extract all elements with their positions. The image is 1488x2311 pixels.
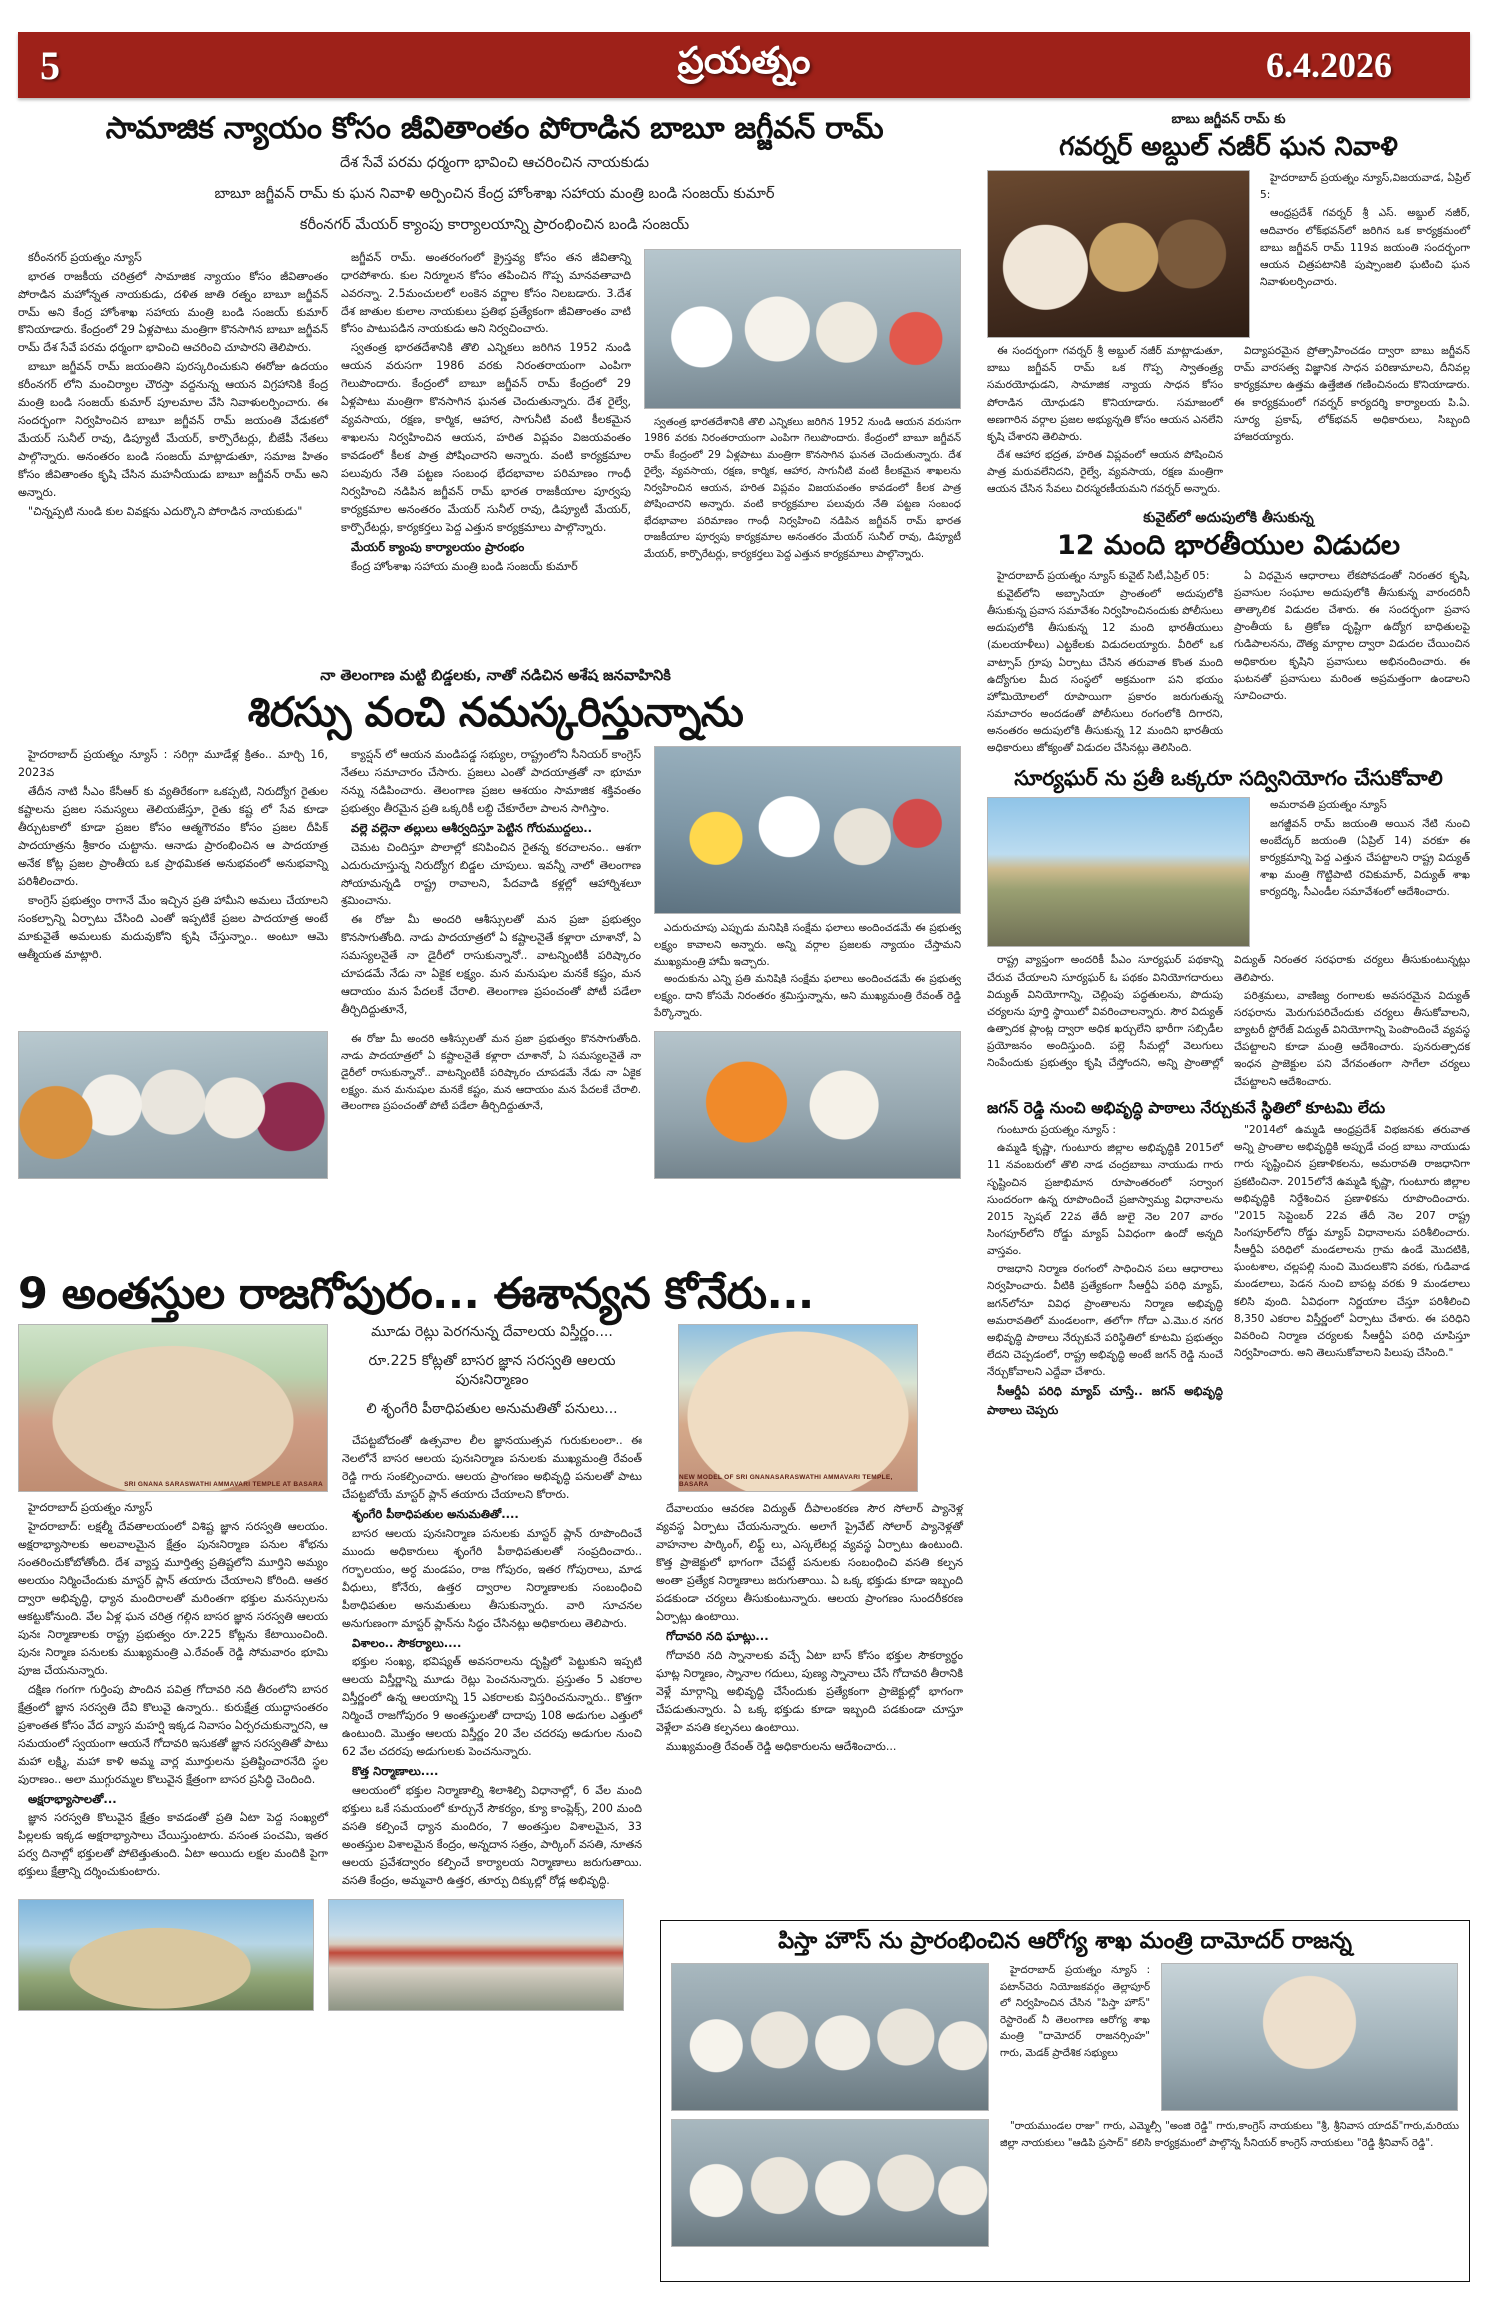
main-subhead-1: దేశ సేవే పరమ ధర్మంగా భావించి ఆచరించిన నాయకుడు	[339, 154, 650, 171]
photo-pista-ribbon	[1161, 1963, 1458, 2111]
sirassu-dateline: హైదరాబాద్ ప్రయత్నం న్యూస్ : సరిగ్గా మూడేళ్ల క్రితం.. మార్చి 16, 2023వ	[18, 747, 328, 779]
governor-para-3: దేశ ఆహార భద్రత, హరిత విప్లవంలో ఆయన పోషించిన పాత్ర మరువలేనిదని, రైల్వే, వ్యవసాయ, రక్షణ మంత్రిగా ఆయన చేసిన సేవలు చిరస్మరణీయమని గవర్నర్ అన్నారు.	[987, 449, 1223, 496]
main-story-column-2	[341, 249, 631, 577]
newspaper-page	[0, 32, 1488, 2311]
main-para-1: భారత రాజకీయ చరిత్రలో సామాజిక న్యాయం కోసం జీవితాంతం పోరాడిన మహోన్నత నాయకుడు, దళిత జాతి రత్నం బాబూ జగ్జీవన్ రామ్ అని కేంద్ర హోంశాఖ సహాయ మంత్రి బండి సంజయ్ కుమార్ కొనియాడారు. కేంద్రంలో 29 ఏళ్లపాటు మంత్రిగా కొనసాగిన బాబూ జగ్జీవన్ రామ్ దేశ సేవే పరమ ధర్మంగా భావించి ఆచరించి చూపారని తెలిపారు.	[18, 269, 328, 355]
masthead-banner	[18, 32, 1470, 98]
surya-dateline: అమరావతి ప్రయత్నం న్యూస్	[1270, 799, 1387, 812]
surya-para-2: రాష్ట్ర వ్యాప్తంగా అందరికీ పీఎం సూర్యఘర్ పథకాన్ని చేరువ చేయాలని సూర్యఘర్ ఓ పథకం వినియోగదారులు విద్యుత్ వినియోగాన్ని, చెల్లింపు పద్ధతులను, పొదుపు చర్యలను పూర్తి స్థాయిలో వివరించాలన్నారు. సౌర విద్యుత్ ఉత్పాదక ప్లాంట్ల ద్వారా అధిక ఖర్చులేని భారీగా సబ్సిడీల ప్రయోజనం అందిస్తుంది. పల్లె సీమల్లో వెలుగులు నింపేందుకు ప్రభుత్వం కృషి చేస్తోందని, అన్ని ప్రాంతాల్లో విద్యుత్ నిరంతర సరఫరాకు చర్యలు తీసుకుంటున్నట్లు తెలిపారు.	[987, 954, 1470, 1070]
temple-subhead-2: రూ.225 కోట్లతో బాసర జ్ఞాన సరస్వతి ఆలయ పునఃనిర్మాణం	[368, 1353, 616, 1389]
governor-col-b	[987, 343, 1223, 499]
governor-col-a	[1260, 170, 1470, 338]
temple-headline: 9 అంతస్తుల రాజగోపురం... ఈశాన్యన కోనేరు...	[18, 1269, 814, 1319]
sirassu-col-4	[341, 1031, 641, 1179]
governor-col-c	[1234, 343, 1470, 499]
jagan-headline: జగన్ రెడ్డి నుంచి అభివృద్ధి పాఠాలు నేర్చుకునే స్థితిలో కూటమి లేదు	[987, 1098, 1386, 1117]
jagan-para-3: "2014లో ఉమ్మడి ఆంధ్రప్రదేశ్ విభజనకు తరువాత అన్ని ప్రాంతాల అభివృద్ధికి అప్పుడే చంద్ర బాబు నాయుడు గారు సృష్టించిన ప్రణాళికలను, అమరావతి రాజధానిగా ప్రకటించినా. 2015లోనే ఉమ్మడి కృష్ణా, గుంటూరు జిల్లాల అభివృద్ధికి నిర్దేశించిన ప్రణాళికను రూపొందించారు. "2015 సెప్టెంబర్ 22వ తేదీ నెల 207 రాష్ట్ర సింగపూర్‌లోని రోడ్డు మ్యాప్ విధానాలను పరిశీలించారు. సీఆర్డీఏ పరిధిలో మండలాలను గ్రామ ఉండే మొదటికి, ఘంటశాల, చల్లపల్లి నుంచి మొదలుకొని వరకు, గుడివాడ మండలాలు, పెడన నుంచి బాపట్ల వరకు 9 మండలాలు కలిసి వుంది. ఏవిధంగా నిర్ణయాల చేస్తూ పరిశీలించి 8,350 ఎకరాల విస్తీర్ణంలో ఏర్పాటు చేశారు. ఈ పరిధిని వివరించి నిర్మాణ చర్యలకు సీఆర్డీఏ పరిధి చూపిస్తూ నిర్వహించారు. అని తెలుసుకోవాలని పిలుపు చేసింది."	[1234, 1124, 1470, 1360]
surya-headline: సూర్యఘర్ ను ప్రతీ ఒక్కరూ సద్వినియోగం చేసుకోవాలి	[1014, 766, 1443, 791]
temple-para-6: ఆలయంలో భక్తుల నిర్మాణాల్ని శిలాశిల్పి విధానాల్లో, 6 వేల మంది భక్తులు ఒకే సమయంలో కూర్చునే సౌకర్యం, క్యూ కాంప్లెక్స్, 200 మంది వసతి కల్పించే ధ్యాన మందిరం, 7 అంతస్తుల విశాలమైన, 33 అంతస్తుల విశాలమైన కేంద్రం, అన్నదాన సత్రం, పార్కింగ్ వసతి, నూతన ఆలయ ప్రవేశద్వారం కల్పించే కార్యాలయ నిర్మాణాలు జరుగుతాయి. వసతి కేంద్రం, అమ్మవారి ఉత్తర, తూర్పు దిక్కుల్లో రోడ్ల అభివృద్ధి.	[342, 1784, 642, 1887]
temple-col-2	[342, 1432, 642, 1890]
temple-runhead-ganga: గోదావరి నది ఘాట్లు...	[666, 1628, 769, 1643]
photo-pista-group	[671, 2119, 989, 2247]
photo-pista-opening	[671, 1963, 989, 2111]
photo-temple-render-2	[678, 1324, 918, 1492]
publication-title: ప్రయత్నం	[677, 39, 811, 82]
sirassu-kicker: నా తెలంగాణ మట్టి బిడ్డలకు, నాతో నడిచిన అశేష జనవాహినికి	[320, 668, 671, 684]
pista-para-1: హైదరాబాద్ ప్రయత్నం న్యూస్ : పటాన్‌చెరు నియోజకవర్గం తెల్లాపూర్ లో నిర్వహించిన చేసిన "పిస్తా హౌస్" రెస్టారెంట్ నీ తెలంగాణ ఆరోగ్య శాఖ మంత్రి "దామోదర్ రాజనర్సింహ" గారు, మెడక్ ప్రాదేశిక సభ్యులు	[1000, 1965, 1150, 2059]
temple-para-2: దక్షిణ గంగగా గుర్తింపు పొందిన పవిత్ర గోదావరి నది తీరంలోని బాసర క్షేత్రంలో జ్ఞాన సరస్వతి దేవి కొలువై ఉన్నారు.. కురుక్షేత్ర యుద్ధాసంతరం ప్రశాంతత కోసం వేద వ్యాస మహర్షి ఇక్కడ నివాసం ఏర్పరచుకున్నారని, ఆ సమయంలో స్వయంగా ఆయనే గోదావరి ఇసుకతో జ్ఞాన సరస్వతితో పాటు మహా లక్ష్మి, మహా కాళి అమ్మ వార్ల మూర్తులను ప్రతిష్టించారనేది స్థల పురాణం.. అలా ముగ్గురమ్మల కొలువైన క్షేత్రంగా బాసర ప్రసిద్ధి చెందింది.	[18, 1682, 328, 1786]
jagan-para-2: రాజధాని నిర్మాణ రంగంలో సాధించిన పలు ఆధారాలు నిర్వహించారు. వీటికి ప్రత్యేకంగా సీఆర్డీఏ పరిధి మ్యాప్, జగన్‌లోనూ వివిధ ప్రాంతాలను నిర్మాణ అభివృద్ధి అమరావతిలో మండలంగా, తలోగా గోదా ఎ.మొ.ర నగర అభివృద్ధి పాఠాలు నేర్చుకునే పరిస్థితిలో కూటమి ప్రభుత్వం లేదని చెప్పడంలో, రాష్ట్ర అభివృద్ధి అంటే జగన్ రెడ్డి నుంచే నేర్చుకోవాలని ఎద్దేవా చేశారు.	[987, 1263, 1223, 1379]
governor-para-4: విద్యాపరమైన ప్రోత్సాహించడం ద్వారా బాబు జగ్జీవన్ రామ్ వారసత్వ విజ్ఞానిక సాధన పరిణామాలని, దీనివల్ల కార్యక్రమాల ఉత్తమ ఉత్తేజిత గణించినందు కొనియాడారు. ఈ కార్యక్రమంలో గవర్నర్ కార్యదర్శి కార్యాలయ పి.ఏ. సూర్య ప్రకాష్, లోక్‌భవన్ అధికారులు, సిబ్బంది హాజరయ్యారు.	[1234, 345, 1470, 443]
surya-para-1: జగజ్జీవన్ రామ్ జయంతి అయిన నేటి నుంచి అంబేద్కర్ జయంతి (ఏప్రిల్ 14) వరకూ ఈ కార్యక్రమాన్ని పెద్ద ఎత్తున చేపట్టాలని రాష్ట్ర విద్యుత్ శాఖ మంత్రి గొట్టిపాటి రవికుమార్, విద్యుత్ శాఖ కార్యదర్శి, సీఎండీల సమావేశంలో ఆదేశించారు.	[1260, 817, 1470, 899]
surya-para-3: పరిశ్రమలు, వాణిజ్య రంగాలకు అవసరమైన విద్యుత్ సరఫరాను మెరుగుపరిచేందుకు చర్యలు తీసుకోవాలని, బ్యాటరీ స్టోరేజ్ విద్యుత్ వినియోగాన్ని పెంపొందించే వ్యవస్థ చేపట్టాలని కూడా మంత్రి ఆదేశించారు. పునరుత్పాదక ఇంధన ప్రాజెక్టుల పని వేగవంతంగా సాగేలా చర్యలు చేపట్టాలని ఆదేశించారు.	[1234, 989, 1470, 1088]
temple-story-block	[18, 1270, 973, 2011]
main-subhead-2: బాబూ జగ్జీవన్ రామ్ కు ఘన నివాళి అర్పించిన కేంద్ర హోంశాఖ సహాయ మంత్రి బండి సంజయ్ కుమార్	[214, 185, 775, 202]
photo-inauguration	[654, 1031, 961, 1179]
governor-dateline: హైదరాబాద్ ప్రయత్నం న్యూస్,విజయవాడ, ఏప్రిల్ 5:	[1260, 172, 1470, 202]
sirassu-col-2	[341, 746, 641, 1023]
temple-col-1	[18, 1499, 328, 1881]
temple-image-caption-2: NEW MODEL OF SRI GNANASARASWATHI AMMAVARI TEMPLE, BASARA	[679, 1474, 893, 1489]
publication-date: 6.4.2026	[1266, 45, 1392, 85]
main-para-3: "చిన్నప్పటి నుండి కుల వివక్షను ఎదుర్కొని పోరాడిన నాయకుడు"	[28, 505, 303, 519]
jagan-col-b	[1234, 1122, 1470, 1421]
photo-caption-main	[644, 415, 961, 564]
temple-col3-para-1: దేవాలయం ఆవరణ విద్యుత్ దీపాలంకరణ సౌర సోలార్ ప్యానెళ్ల వ్యవస్థ ఏర్పాటు చేయనున్నారు. అలాగే ప్రైవేట్ సోలార్ ప్యానెళ్లతో వాహనాల పార్కింగ్, లిఫ్ట్ లు, ఎస్కలేటర్ల వ్యవస్థ ఏర్పాటు ఉంటుంది. కొత్త ప్రాజెక్టులో భాగంగా చేపట్టే పనులకు సంబంధించి వసతి కల్పన అంతా ప్రత్యేక నిర్మాణాలు జరుగుతాయి. ఏ ఒక్క భక్తుడు కూడా ఇబ్బంది పడకుండా చర్యలు తీసుకుంటున్నారు. ఆలయ ప్రాంగణం సుందరీకరణ ఏర్పాట్లు ఉంటాయి.	[656, 1502, 963, 1623]
temple-runhead-sring: శృంగేరి పీఠాధిపతుల అనుమతితో....	[352, 1507, 519, 1522]
temple-dateline: హైదరాబాద్ ప్రయత్నం న్యూస్	[28, 1501, 153, 1515]
temple-runhead-kotha: కొత్త నిర్మాణాలు....	[352, 1764, 439, 1779]
temple-para-1: హైదరాబాద్: లక్షల్మీ దేవతాలయంలో విశిష్ట జ్ఞాన సరస్వతి ఆలయం. అక్షరాభ్యాసాలకు అలవాలమైన క్షేత్రం పునఃనిర్మాణ పనుల శోభను సంతరించుకోబోతోంది. దేశ వ్యాప్త మూర్తిత్వ ప్రతిష్టలోని మూర్తిని అమ్యం అలయం నిర్మించేందుకు మాస్టర్ ప్లాన్ తయారు చేయాలని కోరింది. ఆతర ద్వారా అభివృద్ధి, ధ్యాన మందిరాలతో మరింతగా భక్తుల మనస్సులను ఆకట్టుకోనుంది. వేల ఏళ్ల ఘన చరిత్ర గల్గిన బాసర జ్ఞాన సరస్వతి ఆలయ పునః నిర్మాణాలకు రాష్ట్ర ప్రభుత్వం రూ.225 కోట్లను కేటాయించింది. పునః నిర్మాణ పనులకు ముఖ్యమంత్రి ఎ.రేవంత్ రెడ్డి సోమవారం భూమి పూజ చేయనున్నారు.	[18, 1520, 328, 1677]
sirassu-col-3	[654, 920, 961, 1022]
right-rail	[987, 112, 1470, 1421]
temple-para-5: భక్తుల సంఖ్య, భవిష్యత్ అవసరాలను దృష్టిలో పెట్టుకుని ఇప్పటి ఆలయ విస్తీర్ణాన్ని మూడు రెట్లు పెంచనున్నారు. ప్రస్తుతం 5 ఎకరాల విస్తీర్ణంలో ఉన్న ఆలయాన్ని 15 ఎకరాలకు విస్తరించనున్నారు.. కొత్తగా నిర్మించే రాజగోపురం 9 అంతస్తులతో దాదాపు 108 అడుగుల ఎత్తులో ఉంటుంది. మొత్తం ఆలయ విస్తీర్ణం 20 వేల చదరపు అడుగుల నుంచి 62 వేల చదరపు అడుగులకు పెంచనున్నారు.	[342, 1655, 642, 1759]
sirassu-para-7: ఈ రోజు మీ అందరి ఆశీస్సులతో మన ప్రజా ప్రభుత్వం కొనసాగుతోంది. నాడు పాదయాత్రలో ఏ కష్టాలనైతే కళ్లారా చూశానో, ఏ సమస్యలనైతే నా డైరీలో రాసుకున్నానో.. వాటన్నింటికీ పరిష్కారం చూపడమే నేడు నా ఏకైక లక్ష్యం. మన మనుషుల మనకే కష్టం, మన ఆదాయం మన పేదలకే చేరాలి. తెలంగాణ ప్రపంచంతో పోటీ పడేలా తీర్చిదిద్దుతూనే,	[341, 1032, 641, 1113]
pista-para-2: "రాయముండల రాజు" గారు, ఎమ్మెల్సీ "అంజి రెడ్డి" గారు,కాంగ్రెస్ నాయకులు "శ్రీ, శ్రీనివాస యాదవ్"గారు,మరియు జిల్లా నాయకులు "ఆడిపి ప్రసాద్" కలిసి కార్యక్రమంలో పాల్గొన్న సీనియర్ కాంగ్రెస్ నాయకులు "రెడ్డి శ్రీనివాస్ రెడ్డి".	[1000, 2121, 1459, 2149]
surya-col-b	[987, 952, 1470, 1090]
temple-col-3	[656, 1500, 963, 1755]
sirassu-col-1	[18, 746, 328, 1023]
photo-ribbon-cutting	[644, 249, 961, 409]
photo-temple-building	[328, 1899, 624, 2011]
main-para-2: బాబూ జగ్జీవన్ రామ్ జయంతిని పురస్కరించుకుని ఈరోజు ఉదయం కరీంనగర్ లోని మంచిర్యాల చౌరస్తా వద్దనున్న ఆయన విగ్రహానికి కేంద్ర మంత్రి బండి సంజయ్ కుమార్ పూలమాల వేసి నివాళులర్పించారు. ఈ సందర్భంగా నిర్వహించిన బాబూ జగ్జీవన్ రామ్ జయంతి వేడుకలో మేయర్ సునీల్ రావు, డిప్యూటీ మేయర్, కార్పొరేటర్లు, బీజేపీ నేతలు పాల్గొన్నారు. అనంతరం బండి సంజయ్ మాట్లాడుతూ, సమాజ హితం కోసం జీవితాంతం కృషి చేసిన మహనీయుడు బాబూ జగ్జీవన్ రామ్ అని అన్నారు.	[18, 360, 328, 500]
sirassu-headline: శిరస్సు వంచి నమస్కరిస్తున్నాను	[247, 688, 744, 736]
kuwait-kicker: కువైట్‌లో అదుపులోకి తీసుకున్న	[1143, 509, 1314, 526]
photo-governor-tribute	[987, 170, 1250, 338]
temple-col2-para-1: చేపట్టబోదంతో ఉత్సవాల లీల జ్ఞానయుత్సవ గురుకులంలా.. ఈ నెలలోనే బాసర ఆలయ పునఃనిర్మాణ పనులకు ముఖ్యమంత్రి రేవంత్ రెడ్డి గారు సంకల్పించారు. ఆలయ ప్రాంగణం అభివృద్ధి పనులతో పాటు చేపట్టబోయే మాస్టర్ ప్లాన్ తయారు చేయాలని కోరారు.	[342, 1434, 642, 1502]
sirassu-photo-column	[654, 746, 961, 1023]
sirassu-para-3: క్యాప్షన్ లో ఆయన మండిపడ్డ సభ్యుల, రాష్ట్రంలోని సీనియర్ కాంగ్రెస్ నేతలు సమాచారం చేసారు. ప్రజలు ఎంతో పాదయాత్రతో నా భూమా నన్ను నడిపించారు. తెలంగాణ ప్రజల ఆశయం సామాజిక శక్తివంతం ప్రభుత్వం తీరమైన ప్రతి ఒక్కరికీ లబ్ధి చేకూరేలా పాలన సాగిస్తాం.	[341, 747, 641, 815]
main-caption-sub: కేంద్ర హోంశాఖ సహాయ మంత్రి బండి సంజయ్ కుమార్	[351, 559, 578, 573]
jagan-dateline: గుంటూరు ప్రయత్నం న్యూస్ :	[997, 1124, 1116, 1137]
sirassu-para-1: తేదీన నాటి సీఎం కేసీఆర్ కు వ్యతిరేకంగా ఒకప్పటి, నిరుద్యోగ రైతుల కష్టాలను ప్రజల సమస్యలు తెలియజేస్తూ, రైతు కష్ట లో సేవ కూడా తీర్చుటకాలో కూడా ప్రజల కోసం ఆత్మగౌరవం కోసం ప్రజల దీపిక్ పాదయాత్రను శ్రీకారం చుట్టాను. ఆనాడు ప్రారంభించిన ఆ పాదయాత్ర అనేక కోట్ల ప్రజల ప్రాంతీయ ఒక ప్రాథమికత అనుభవంలో అనుభవాన్ని పరిశీలించారు.	[18, 784, 328, 888]
temple-right-column	[656, 1324, 963, 1891]
temple-para-3: జ్ఞాన సరస్వతి కొలువైన క్షేత్రం కావడంతో ప్రతి ఏటా పెద్ద సంఖ్యలో పిల్లలకు ఇక్కడ అక్షరాభ్యాసాలు చేయిస్తుంటారు. వసంత పంచమి, ఇతర పర్వ దినాల్లో భక్తులతో పోటెత్తుతుంది. ఏటా అయిదు లక్షల మందికి పైగా భక్తులు క్షేత్రాన్ని దర్శించుకుంటారు.	[18, 1811, 328, 1879]
photo-caption-text: స్వతంత్ర భారతదేశానికి తొలి ఎన్నికలు జరిగిన 1952 నుండి ఆయన వరుసగా 1986 వరకు నిరంతరాయంగా ఎంపిగా గెలుపొందారు. కేంద్రంలో బాబూ జగ్జీవన్ రామ్ కేంద్రంలో 29 ఏళ్లపాటు మంత్రిగా కొనసాగిన ఘనత చెందుతున్నారు. దేశ రైల్వే, వ్యవసాయ, రక్షణ, కార్మిక, ఆహార, సాగునీటి వంటి కీలకమైన శాఖలను నిర్వహించిన ఆయన, హరిత విప్లవం విజయవంతం కావడంలో కీలక పాత్ర పోషించారని అన్నారు. వంటి కార్యక్రమాల పలువురు నేతి పట్టణ సంబంధ భేదభావాల పరిమాణం గాంధీ నిర్వహించి నడిపిన జగ్జీవన్ రామ్ భారత రాజకీయాల పూర్వపు కార్యక్రమాల అనంతరం మేయర్ సునీల్ రావు, డిప్యూటీ మేయర్, కార్పొరేటర్లు, కార్యకర్తలు పెద్ద ఎత్తున కార్యక్రమాలు పాల్గొన్నారు.	[644, 416, 961, 560]
pista-headline: పిస్తా హౌస్ ను ప్రారంభించిన ఆరోగ్య శాఖ మంత్రి దామోదర్ రాజన్న	[778, 1928, 1352, 1954]
main-story-column-1	[18, 249, 328, 577]
temple-runhead-vishal: విశాలం.. సౌకర్యాలు....	[352, 1635, 462, 1650]
governor-kicker: బాబు జగ్జీవన్ రామ్ కు	[1171, 112, 1286, 127]
main-dateline: కరీంనగర్ ప్రయత్నం న్యూస్	[28, 250, 142, 264]
main-story-photo-column	[644, 249, 961, 577]
kuwait-headline: 12 మంది భారతీయుల విడుదల	[1056, 529, 1401, 561]
surya-col-a	[1260, 797, 1470, 947]
temple-runhead-akshara: అక్షరాభ్యాసాలతో...	[28, 1791, 117, 1806]
main-runhead: మేయర్ క్యాంపు కార్యాలయం ప్రారంభం	[351, 540, 525, 555]
sirassu-runhead-1: వల్లె వల్లెనా తల్లులు ఆశీర్వదిస్తూ పెట్టిన గోరుముద్దలు..	[351, 820, 593, 835]
photo-padayatra	[18, 1031, 328, 1179]
main-para-4: జగ్జీవన్ రామ్. అంతరంగంలో క్రైస్తవ్య కోసం తన జీవితాన్ని ధారపోశారు. కుల నిర్మూలన కోసం తపించిన గొప్ప మానవతావాది ఎవరన్నా. 2.5మంచులలో లంకెన వర్ణాల కోసం నిలబడారు. 3.దేశ దేశ జాతుల కులాల నాయకులు ప్రతిభ ప్రత్యేకంగా జీవితాంతం వాటి కోసం పాటుపడిన నాయకుడు అని నిర్వచించారు.	[341, 250, 631, 336]
page-number: 5	[40, 42, 60, 88]
sirassu-para-6: అందుకును ఎన్ని ప్రతి మనిషికి సంక్షేమ ఫలాలు అందించడమే ఈ ప్రభుత్వ లక్ష్యం. దాని కోసమే నిరంతరం శ్రమిస్తున్నాను, అని ముఖ్యమంత్రి రేవంత్ రెడ్డి పేర్కొన్నారు.	[654, 973, 961, 1020]
sirassu-para-4: చెమట చిందిస్తూ పొలాల్లో కనిపించిన రైతన్న కరచాలనం.. ఆశగా ఎదురుచూస్తున్న నిరుద్యోగ బిడ్డల చూపులు. ఇవన్నీ నాలో తెలంగాణ సోయామన్నడి రాష్ట్ర రావాలని, పేదవాడి కళ్లల్లో ఆహార్నిశలూ శ్రమించాను.	[341, 840, 641, 908]
governor-headline: గవర్నర్ అబ్దుల్ నజీర్ ఘన నివాళి	[1059, 132, 1398, 162]
sirassu-photo-caption: ఎదురుచూపు ఎప్పుడు మనిషికి సంక్షేమ ఫలాలు అందించడమే ఈ ప్రభుత్వ లక్ష్యం కావాలని అన్నారు. అన్ని వర్గాల ప్రజలకు న్యాయం చేస్తామని ముఖ్యమంత్రి హామీ ఇచ్చారు.	[654, 921, 961, 968]
photo-rally-crowd	[654, 746, 961, 914]
kuwait-dateline: హైదరాబాద్ ప్రయత్నం న్యూస్ కువైట్ సిటీ,ఏప్రిల్ 05:	[997, 569, 1210, 582]
governor-para-1: ఆంధ్రప్రదేశ్ గవర్నర్ శ్రీ ఎస్. అబ్దుల్ నజీర్, ఆదివారం లోక్‌భవన్‌లో జరిగిన ఒక కార్యక్రమంలో బాబు జగ్జీవన్ రామ్ 119వ జయంతి సందర్భంగా ఆయన చిత్రపటానికి పుష్పాంజలి ఘటించి ఘన నివాళులర్పించారు.	[1260, 207, 1470, 289]
photo-temple-gateway	[18, 1899, 314, 2011]
kuwait-col-a	[987, 568, 1223, 759]
main-subhead-3: కరీంనగర్ మేయర్ క్యాంపు కార్యాలయాన్ని ప్రారంభించిన బండి సంజయ్	[299, 216, 690, 233]
pista-house-box	[660, 1920, 1470, 2282]
sirassu-story-block	[18, 668, 973, 1179]
kuwait-para-1: కువైట్‌లోని అబ్బాసియా ప్రాంతంలో అదుపులోకి తీసుకున్న ప్రవాస సమావేశం నిర్వహించినందుకు పోలీసులు అదుపులోకి తీసుకున్న 12 మంది భారతీయులు (మలయాళీలు) ఎట్టకేలకు విడుదలయ్యారు. వీరిలో ఒక వాట్సాప్ గ్రూపు ఏర్పాటు చేసిన తరువాత కొంత మంది ఉద్యోగుల మీద సంస్థలో అక్రమంగా పని భయం హోమియోలలో రూపాయిగా ప్రకారం జరుగుతున్న సమాచారం అందడంతో పోలీసులు రంగంలోకి దిగారని, అనంతరం అదుపులోకి తీసుకున్న 12 మందిని భారతీయ అధికారులు జోక్యంతో విడుదల చేసినట్లు తెలిసింది.	[987, 587, 1224, 755]
sirassu-para-5: ఈ రోజు మీ అందరి ఆశీస్సులతో మన ప్రజా ప్రభుత్వం కొనసాగుతోంది. నాడు పాదయాత్రలో ఏ కష్టాలనైతే కళ్లారా చూశానో, ఏ సమస్యలనైతే నా డైరీలో రాసుకున్నానో.. వాటన్నింటికీ పరిష్కారం చూపడమే నేడు నా ఏకైక లక్ష్యం. మన మనుషుల మనకే కష్టం, మన ఆదాయం మన పేదలకే చేరాలి. తెలంగాణ ప్రపంచంతో పోటీ పడేలా తీర్చిదిద్దుతూనే,	[341, 913, 641, 1017]
temple-footer: ముఖ్యమంత్రి రేవంత్ రెడ్డి అధికారులను ఆదేశించారు...	[666, 1739, 897, 1753]
kuwait-para-2: ఏ విధమైన ఆధారాలు లేకపోవడంతో నిరంతర కృషి, ప్రవాసుల సంఘాల అదుపులోకి తీసుకున్న వారందరినీ తాత్కాలిక విడుదల చేశారు. ఈ సందర్భంగా ప్రవాస ప్రాంతీయ ఓ త్రికోణ దృష్టిగా ఉద్యోగ బాధితులపై గుడిపాలనను, దౌత్య మార్గాల ద్వారా విడుదల చేయించిన అధికారుల కృషిని ప్రవాసులు అభినందించారు. ఈ ఘటనతో ప్రవాసులు మరింత అప్రమత్తంగా ఉండాలని సూచించారు.	[1234, 569, 1470, 702]
photo-village-road	[987, 797, 1250, 947]
kuwait-col-b	[1234, 568, 1470, 759]
main-headline: సామాజిక న్యాయం కోసం జీవితాంతం పోరాడిన బాబూ జగ్జీవన్ రామ్	[105, 111, 884, 146]
governor-para-2: ఈ సందర్భంగా గవర్నర్ శ్రీ అబ్దుల్ నజీర్ మాట్లాడుతూ, బాబు జగ్జీవన్ రామ్ ఒక గొప్ప స్వాతంత్ర్య సమరయోధుడని, సామాజిక న్యాయ సాధన కోసం పోరాడిన యోధుడని కొనియాడారు. సమాజంలో అణగారిన వర్గాల ప్రజల అభ్యున్నతి కోసం ఆయన ఎనలేని కృషి చేశారని తెలిపారు.	[987, 345, 1223, 443]
temple-left-column	[18, 1324, 328, 1891]
sirassu-para-2: కాంగ్రెస్ ప్రభుత్వం రాగానే మేం ఇచ్చిన ప్రతి హామీని అమలు చేయాలని సంకల్పాన్ని ఏర్పాటు చేసింది ఎంతో ఇప్పటికే ప్రజల పాదయాత్ర అంటే మాకువైతే అమలుకు మదువుకోని కృషి చేస్తున్నాం.. అంటూ ఆమె ఆత్మీయత మాట్లారి.	[18, 893, 328, 961]
temple-col3-para-2: గోదావరి నది స్నానాలకు వచ్చే ఏటా బాస్ కోసం భక్తుల సౌకర్యార్థం ఘాట్ల నిర్మాణం, స్నానాల గదులు, పుణ్య స్నానాలు చేసే గోదావరి తీరానికి వెళ్లే మార్గాన్ని అభివృద్ధి చేసేందుకు ప్రత్యేకంగా ప్రాజెక్టుల్లో భాగంగా చేపడుతున్నారు. ఏ ఒక్క భక్తుడు కూడా ఇబ్బంది పడకుండా చూస్తూ వెళ్లేలా వసతి కల్పనలు ఉంటాయి.	[656, 1648, 963, 1734]
temple-subhead-1: మూడు రెట్లు పెరగనున్న దేవాలయ విస్తీర్ణం....	[371, 1324, 613, 1341]
pista-col-2	[1000, 2119, 1459, 2247]
pista-col-1	[1000, 1963, 1150, 2111]
temple-subhead-3: లి శృంగేరి పీఠాధిపతుల అనుమతితో పనులు...	[366, 1401, 618, 1418]
temple-para-4: బాసర ఆలయ పునఃనిర్మాణ పనులకు మాస్టర్ ప్లాన్ రూపొందించే ముందు అధికారులు శృంగేరి పీఠాధిపతులతో సంప్రదించారు.. గర్భాలయం, అర్ధ మండపం, రాజ గోపురం, ఇతర గోపురాలు, మాడ వీధులు, కోనేరు, ఉత్తర ద్వారాల నిర్మాణాలకు సంబంధించి పీఠాధిపతుల అనుమతులు తీసుకున్నారు. వారి సూచనల అనుగుణంగా మాస్టర్ ప్లాన్‌ను సిద్ధం చేసినట్లు అధికారులు తెలిపారు.	[342, 1526, 642, 1630]
main-para-5: స్వతంత్ర భారతదేశానికి తొలి ఎన్నికలు జరిగిన 1952 నుండి ఆయన వరుసగా 1986 వరకు నిరంతరాయంగా ఎంపిగా గెలుపొందారు. కేంద్రంలో బాబూ జగ్జీవన్ రామ్ కేంద్రంలో 29 ఏళ్లపాటు మంత్రిగా కొనసాగిన ఘనత చెందుతున్నారు. దేశ రైల్వే, వ్యవసాయ, రక్షణ, కార్మిక, ఆహార, సాగునీటి వంటి కీలకమైన శాఖలను నిర్వహించిన ఆయన, హరిత విప్లవం విజయవంతం కావడంలో కీలక పాత్ర పోషించారని అన్నారు. వంటి కార్యక్రమాల పలువురు నేతి పట్టణ సంబంధ భేదభావాల పరిమాణం గాంధీ నిర్వహించి నడిపిన జగ్జీవన్ రామ్ భారత రాజకీయాల పూర్వపు కార్యక్రమాల అనంతరం మేయర్ సునీల్ రావు, డిప్యూటీ మేయర్, కార్పొరేటర్లు, కార్యకర్తలు పెద్ద ఎత్తున కార్యక్రమాలు పాల్గొన్నారు.	[341, 341, 631, 535]
temple-image-caption-1: SRI GNANA SARASWATHI AMMAVARI TEMPLE AT BASARA	[124, 1481, 323, 1489]
jagan-col-a	[987, 1122, 1223, 1421]
temple-middle-column	[342, 1324, 642, 1891]
jagan-runhead: సీఆర్డీఏ పరిధి మ్యాప్ చూస్తే.. జగన్ అభివృద్ధి పాఠాలు చెప్పరు	[987, 1384, 1223, 1418]
photo-temple-render-1	[18, 1324, 328, 1492]
jagan-para-1: ఉమ్మడి కృష్ణా, గుంటూరు జిల్లాల అభివృద్ధికి 2015లో 11 నవంబరులో తొలి నాడ చంద్రబాబు నాయుడు గారు సృష్టించిన ప్రజాభిమాన రూపాంతరంలో సర్వాంగ సుందరంగా ఉన్న రూపొందించే ప్రజాస్వామ్య విధానాలను 2015 స్పెషల్ 22వ తేదీ జులై నెల 207 వారం సింగపూర్‌లోని రోడ్డు మ్యాప్ ఏవిధంగా ఉందో అన్నది వాస్తవం.	[987, 1142, 1223, 1258]
